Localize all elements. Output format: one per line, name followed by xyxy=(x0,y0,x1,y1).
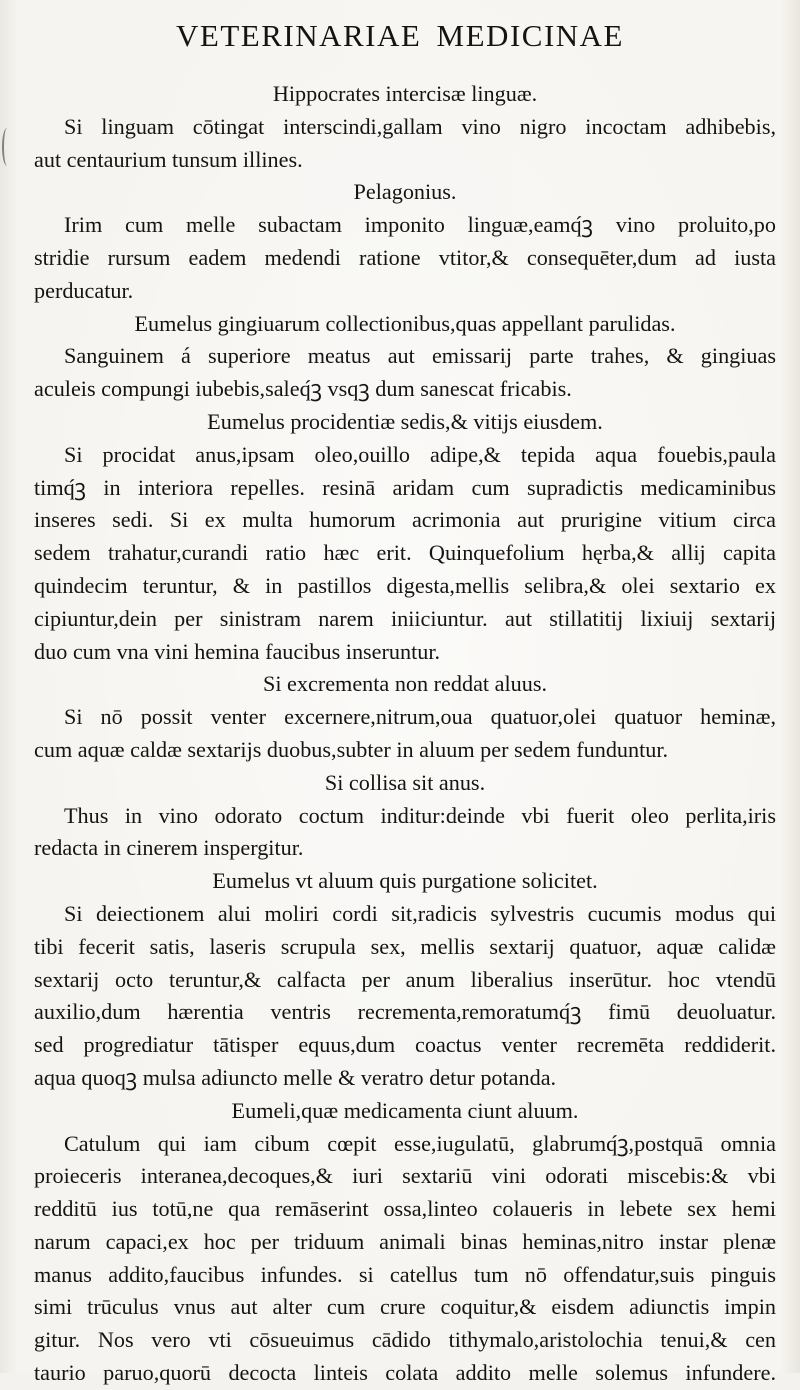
text-line: sed progrediatur tātisper equus,dum coactus venter recremēta reddiderit. xyxy=(34,1032,776,1058)
text-line: auxilio,dum hærentia ventris recrementa,remoratumq́ꝫ fimū deuoluatur. xyxy=(34,999,776,1025)
paragraph-last-line: aut centaurium tunsum illines. xyxy=(34,146,303,172)
paragraph-first-line: Si procidat anus,ipsam oleo,ouillo adipe,& tepida aqua fouebis,paula xyxy=(64,441,776,467)
paragraph-last-line: redacta in cinerem inspergitur. xyxy=(34,835,304,861)
text-line: taurio paruo,quorū decocta linteis colata addito melle solemus infundere. xyxy=(34,1360,776,1386)
text-line: sedem trahatur,curandi ratio hæc erit. Quinquefolium hęrba,& allij capita xyxy=(34,540,776,566)
section-heading: Eumelus procidentiæ sedis,& vitijs eiusdem. xyxy=(207,408,603,434)
paragraph-first-line: Thus in vino odorato coctum inditur:deinde vbi fuerit oleo perlita,iris xyxy=(64,802,776,828)
section-heading: Eumelus vt aluum quis purgatione solicitet. xyxy=(212,868,598,894)
body-text-column xyxy=(34,78,776,1390)
paragraph-last-line: perducatur. xyxy=(34,277,134,303)
section-heading: Eumelus gingiuarum collectionibus,quas appellant parulidas. xyxy=(134,310,676,336)
paragraph-last-line: duo cum vna vini hemina faucibus inseruntur. xyxy=(34,638,441,664)
section-heading: Hippocrates intercisæ linguæ. xyxy=(272,81,538,106)
text-line: timq́ꝫ in interiora repelles. resinā aridam cum supradictis medicaminibus xyxy=(34,474,776,500)
text-line: stridie rursum eadem medendi ratione vtitor,& consequēter,dum ad iusta xyxy=(34,244,776,270)
section-heading: Eumeli,quæ medicamenta ciunt aluum. xyxy=(231,1097,579,1123)
text-line: cipiuntur,dein per sinistram narem iniiciuntur. aut stillatitij lixiuij sextarij xyxy=(34,605,776,631)
text-line: proieceris interanea,decoques,& iuri sextariū vini odorati miscebis:& vbi xyxy=(34,1163,776,1189)
paragraph-last-line: cum aquæ caldæ sextarijs duobus,subter in aluum per sedem funduntur. xyxy=(34,736,669,762)
text-line: narum capaci,ex hoc per triduum animali binas heminas,nitro instar plenæ xyxy=(34,1228,776,1254)
paragraph-last-line: aqua quoqꝫ mulsa adiuncto melle & veratro detur potanda. xyxy=(34,1064,557,1090)
text-line: sextarij octo teruntur,& calfacta per anum liberalius inserūtur. hoc vtendū xyxy=(34,966,776,992)
running-head-title: VETERINARIAE MEDICINAE xyxy=(176,18,624,53)
section-heading: Si collisa sit anus. xyxy=(324,769,486,795)
paragraph-first-line: Si deiectionem alui moliri cordi sit,radicis sylvestris cucumis modus qui xyxy=(64,900,776,926)
paragraph-first-line: Si nō possit venter excernere,nitrum,oua quatuor,olei quatuor heminæ, xyxy=(64,704,776,730)
paragraph-first-line: Catulum qui iam cibum cœpit esse,iugulatū, glabrumq́ꝫ,postquā omnia xyxy=(64,1130,776,1156)
text-line: inseres sedi. Si ex multa humorum acrimonia aut prurigine vitium circa xyxy=(34,507,776,533)
text-line: quindecim teruntur, & in pastillos digesta,mellis selibra,& olei sextario ex xyxy=(34,572,776,598)
text-line: tibi fecerit satis, laseris scrupula sex, mellis sextarij quatuor, aquæ calidæ xyxy=(34,933,776,959)
margin-bracket-mark xyxy=(2,128,12,166)
text-line: gitur. Nos vero vti cōsueuimus cādido tithymalo,aristolochia tenui,& cen xyxy=(34,1327,776,1353)
paragraph-first-line: Si linguam cōtingat interscindi,gallam vino nigro incoctam adhibebis, xyxy=(64,113,776,139)
paragraph-last-line: aculeis compungi iubebis,saleq́ꝫ vsqꝫ dum sanescat fricabis. xyxy=(34,376,572,402)
text-line: manus addito,faucibus infundes. si catellus tum nō offendatur,suis pinguis xyxy=(34,1261,776,1287)
section-heading: Si excrementa non reddat aluus. xyxy=(262,671,548,697)
text-line: simi trūculus vnus aut alter cum crure coquitur,& eisdem adiunctis impin xyxy=(34,1294,776,1320)
text-line: redditū ius totū,ne qua remāserint ossa,linteo colaueris in lebete sex hemi xyxy=(34,1196,776,1222)
paragraph-first-line: Irim cum melle subactam imponito linguæ,eamq́ꝫ vino proluito,po xyxy=(64,212,776,238)
paragraph-first-line: Sanguinem á superiore meatus aut emissarij parte trahes, & gingiuas xyxy=(64,343,776,369)
section-heading: Pelagonius. xyxy=(353,179,457,205)
